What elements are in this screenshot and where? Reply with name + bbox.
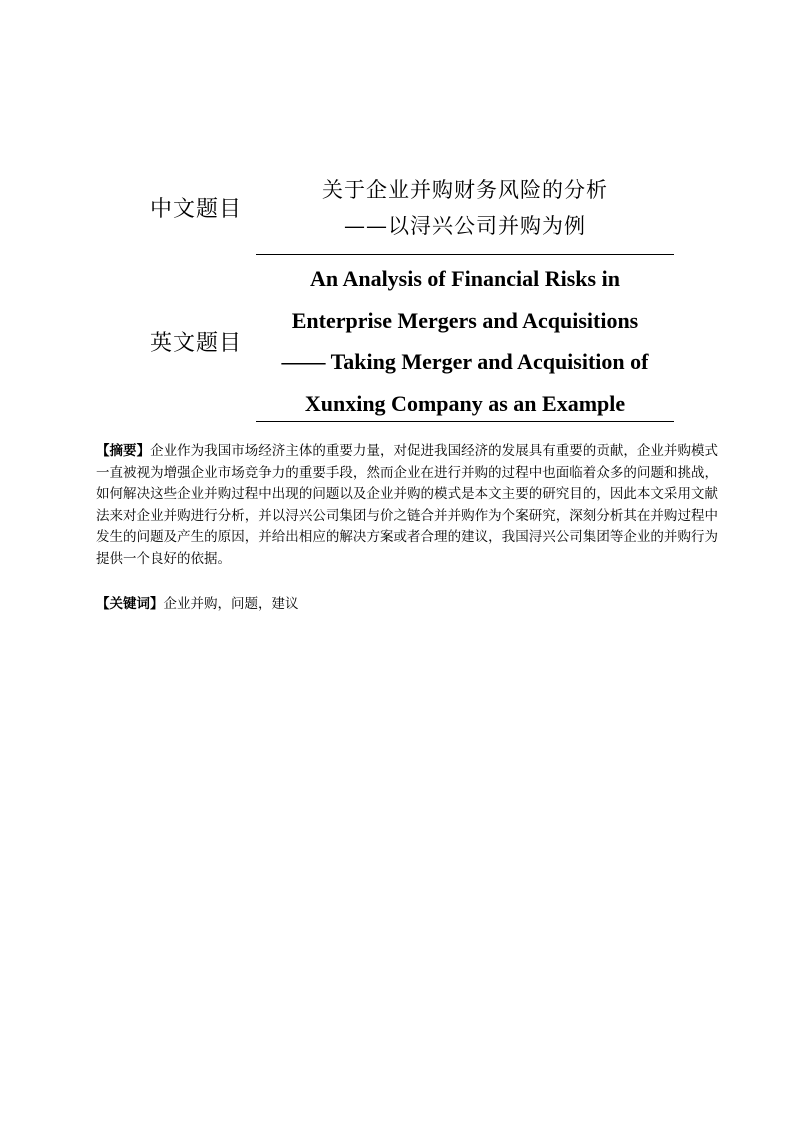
abstract-tag: 【摘要】 (96, 443, 151, 459)
keywords-tag: 【关键词】 (96, 596, 164, 612)
keywords-text: 企业并购，问题，建议 (163, 596, 299, 612)
chinese-title-line-1: 关于企业并购财务风险的分析 (322, 178, 608, 202)
english-title-line-2: Enterprise Mergers and Acquisitions (291, 307, 639, 333)
keywords-paragraph (96, 594, 718, 616)
english-title-line-3: —— Taking Merger and Acquisition of (281, 349, 649, 374)
abstract-paragraph (96, 441, 718, 570)
abstract-text: 企业作为我国市场经济主体的重要力量，对促进我国经济的发展具有重要的贡献，企业并购模式一直被视为增强企业市场竞争力的重要手段，然而企业在进行并购的过程中也面临着众多的问题和挑战，如何解决这些企业并购过程中出现的问题以及企业并购的模式是本文主要的研究目的，因此本文采用文献法来对企业并购进行分析，并以浔兴公司集团与价之链合并并购作为个案研究，深刻分析其在并购过程中发生的问题及产生的原因，并给出相应的解决方案或者合理的建议，我国浔兴公司集团等企业的并购行为提供一个良好的依据。 (96, 443, 719, 567)
english-title-line-4: Xunxing Company as an Example (304, 390, 626, 416)
chinese-title-label: 中文题目 (150, 197, 243, 222)
english-title-label: 英文题目 (150, 331, 243, 356)
english-title-line-1: An Analysis of Financial Risks in (310, 266, 620, 291)
chinese-title (256, 172, 674, 244)
chinese-title-underline (256, 254, 674, 255)
chinese-title-line-2: ——以浔兴公司并购为例 (344, 214, 586, 238)
english-title (256, 258, 674, 424)
english-title-underline (256, 421, 674, 422)
